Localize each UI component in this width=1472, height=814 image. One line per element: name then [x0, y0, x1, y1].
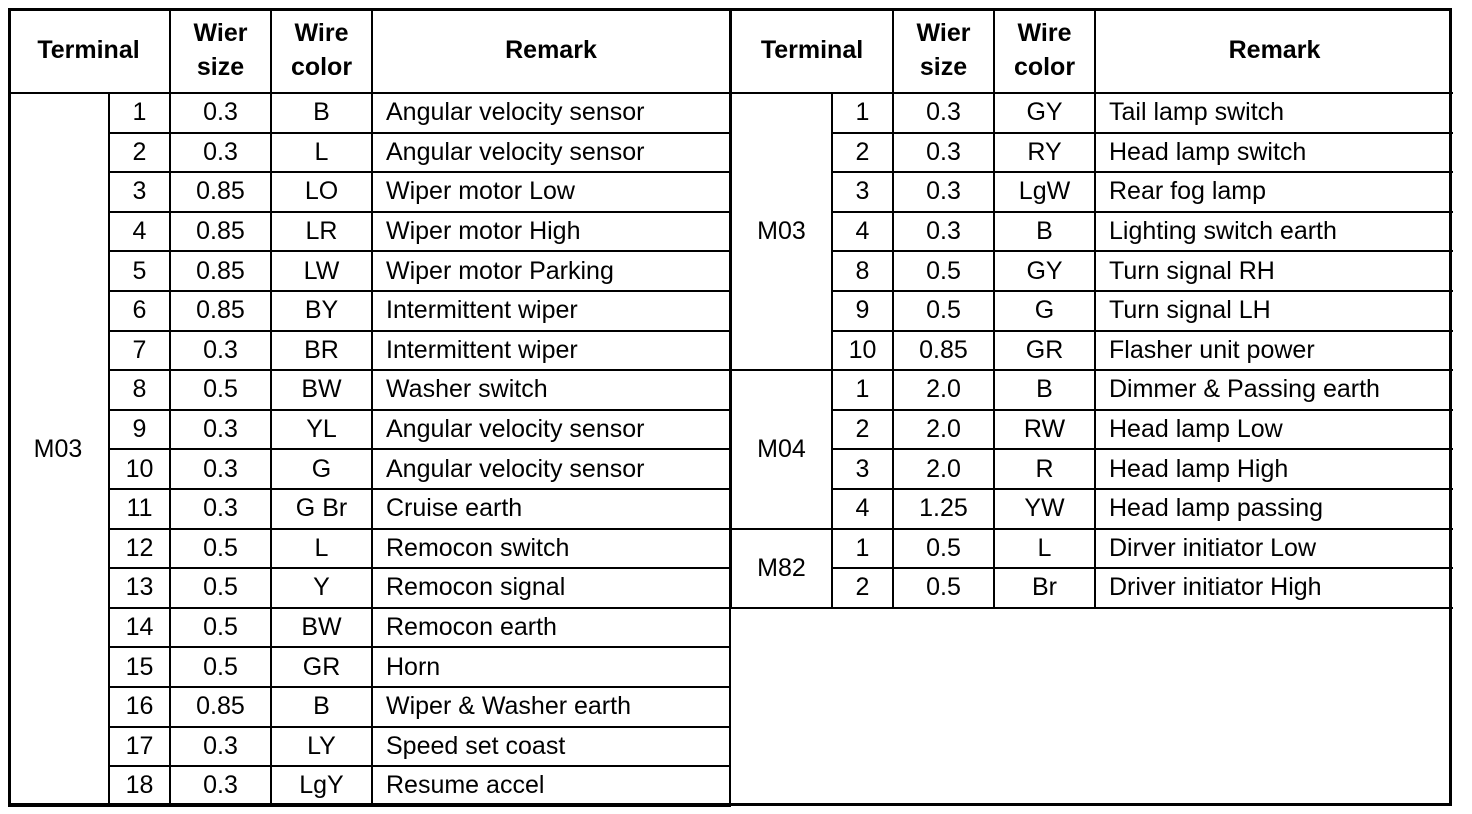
wire-color: Br	[994, 568, 1095, 608]
wire-size: 0.5	[893, 529, 994, 569]
wire-size: 0.3	[170, 410, 271, 450]
left-header-row	[8, 8, 730, 93]
table-row	[8, 608, 730, 648]
wire-color: LgW	[994, 172, 1095, 212]
wire-color: GY	[994, 93, 1095, 133]
wire-color: B	[994, 370, 1095, 410]
wire-size: 0.5	[893, 251, 994, 291]
wire-size: 0.5	[170, 647, 271, 687]
table-row	[8, 291, 730, 331]
wire-color: B	[271, 687, 372, 727]
connector-label: M03	[731, 93, 832, 370]
terminal-number: 8	[109, 370, 170, 410]
terminal-number: 4	[832, 489, 893, 529]
wire-color: GY	[994, 251, 1095, 291]
wire-size: 0.85	[170, 291, 271, 331]
wire-size: 0.3	[170, 489, 271, 529]
wire-size: 2.0	[893, 410, 994, 450]
remark: Speed set coast	[372, 727, 730, 767]
wire-size: 0.3	[170, 133, 271, 173]
terminal-number: 1	[832, 93, 893, 133]
wire-size: 0.5	[170, 529, 271, 569]
wire-size: 0.85	[170, 172, 271, 212]
table-row	[8, 647, 730, 687]
wire-size: 1.25	[893, 489, 994, 529]
terminal-number: 9	[832, 291, 893, 331]
table-row	[731, 93, 1453, 133]
wire-color: L	[271, 529, 372, 569]
wire-color: RW	[994, 410, 1095, 450]
remark: Dimmer & Passing earth	[1095, 370, 1453, 410]
wire-color: L	[994, 529, 1095, 569]
wire-size: 0.5	[170, 370, 271, 410]
table-row	[8, 251, 730, 291]
table-row	[731, 568, 1453, 608]
remark: Cruise earth	[372, 489, 730, 529]
remark: Flasher unit power	[1095, 331, 1453, 371]
wire-size: 0.85	[170, 251, 271, 291]
header-terminal: Terminal	[731, 8, 893, 93]
wire-color: R	[994, 449, 1095, 489]
table-row	[8, 331, 730, 371]
wire-size: 0.5	[893, 291, 994, 331]
terminal-number: 18	[109, 766, 170, 806]
terminal-number: 2	[109, 133, 170, 173]
table-row	[731, 370, 1453, 410]
remark: Tail lamp switch	[1095, 93, 1453, 133]
table-row	[8, 370, 730, 410]
wire-size: 0.85	[170, 212, 271, 252]
right-half	[730, 8, 1453, 609]
terminal-number: 9	[109, 410, 170, 450]
wire-color: B	[994, 212, 1095, 252]
remark: Washer switch	[372, 370, 730, 410]
wire-color: GR	[994, 331, 1095, 371]
remark: Angular velocity sensor	[372, 410, 730, 450]
wire-color: BW	[271, 370, 372, 410]
table-row	[8, 212, 730, 252]
terminal-number: 17	[109, 727, 170, 767]
table-row	[8, 410, 730, 450]
wire-color: BR	[271, 331, 372, 371]
table-row	[8, 687, 730, 727]
table-row	[731, 212, 1453, 252]
remark: Angular velocity sensor	[372, 93, 730, 133]
remark: Remocon signal	[372, 568, 730, 608]
remark: Wiper & Washer earth	[372, 687, 730, 727]
remark: Resume accel	[372, 766, 730, 806]
wire-size: 2.0	[893, 449, 994, 489]
table-row	[8, 766, 730, 806]
wire-color: LY	[271, 727, 372, 767]
terminal-number: 1	[832, 529, 893, 569]
wire-size: 0.3	[893, 93, 994, 133]
remark: Remocon switch	[372, 529, 730, 569]
remark: Wiper motor Parking	[372, 251, 730, 291]
wire-color: YL	[271, 410, 372, 450]
wire-size: 2.0	[893, 370, 994, 410]
table-row	[8, 568, 730, 608]
table-row	[731, 291, 1453, 331]
terminal-number: 2	[832, 410, 893, 450]
terminal-number: 2	[832, 568, 893, 608]
wire-color: LO	[271, 172, 372, 212]
wire-color: L	[271, 133, 372, 173]
header-wire-size: Wier size	[893, 8, 994, 93]
wire-color: Y	[271, 568, 372, 608]
remark: Remocon earth	[372, 608, 730, 648]
wire-color: G	[994, 291, 1095, 331]
wire-size: 0.5	[170, 608, 271, 648]
terminal-number: 1	[109, 93, 170, 133]
remark: Intermittent wiper	[372, 291, 730, 331]
terminal-number: 6	[109, 291, 170, 331]
wire-size: 0.3	[170, 727, 271, 767]
wire-size: 0.3	[893, 212, 994, 252]
wire-color: LW	[271, 251, 372, 291]
table-row	[731, 410, 1453, 450]
remark: Wiper motor High	[372, 212, 730, 252]
table-row	[731, 529, 1453, 569]
remark: Dirver initiator Low	[1095, 529, 1453, 569]
wire-color: GR	[271, 647, 372, 687]
wire-color: RY	[994, 133, 1095, 173]
terminal-number: 10	[832, 331, 893, 371]
wire-size: 0.3	[170, 331, 271, 371]
header-remark: Remark	[1095, 8, 1453, 93]
table-row	[731, 172, 1453, 212]
header-wire-size: Wier size	[170, 8, 271, 93]
wire-size: 0.3	[170, 449, 271, 489]
terminal-number: 8	[832, 251, 893, 291]
right-wiring-table	[730, 8, 1453, 609]
remark: Horn	[372, 647, 730, 687]
wire-color: G	[271, 449, 372, 489]
table-row	[8, 727, 730, 767]
remark: Turn signal LH	[1095, 291, 1453, 331]
terminal-number: 4	[832, 212, 893, 252]
connector-label: M04	[731, 370, 832, 528]
wire-size: 0.5	[170, 568, 271, 608]
wire-color: B	[271, 93, 372, 133]
wire-size: 0.3	[893, 172, 994, 212]
terminal-number: 5	[109, 251, 170, 291]
left-table-body	[8, 93, 730, 806]
wire-size: 0.3	[170, 93, 271, 133]
remark: Angular velocity sensor	[372, 449, 730, 489]
remark: Turn signal RH	[1095, 251, 1453, 291]
remark: Driver initiator High	[1095, 568, 1453, 608]
left-wiring-table	[8, 8, 731, 807]
wire-size: 0.85	[893, 331, 994, 371]
terminal-number: 3	[109, 172, 170, 212]
header-wire-color: Wire color	[994, 8, 1095, 93]
terminal-number: 7	[109, 331, 170, 371]
terminal-number: 14	[109, 608, 170, 648]
wire-size: 0.5	[893, 568, 994, 608]
remark: Rear fog lamp	[1095, 172, 1453, 212]
remark: Head lamp switch	[1095, 133, 1453, 173]
remark: Head lamp High	[1095, 449, 1453, 489]
terminal-number: 1	[832, 370, 893, 410]
table-row	[8, 172, 730, 212]
wire-color: LR	[271, 212, 372, 252]
wire-color: YW	[994, 489, 1095, 529]
table-row	[731, 331, 1453, 371]
terminal-number: 3	[832, 449, 893, 489]
remark: Head lamp passing	[1095, 489, 1453, 529]
terminal-number: 10	[109, 449, 170, 489]
table-row	[731, 251, 1453, 291]
remark: Wiper motor Low	[372, 172, 730, 212]
terminal-number: 12	[109, 529, 170, 569]
remark: Intermittent wiper	[372, 331, 730, 371]
table-row	[8, 93, 730, 133]
table-row	[731, 489, 1453, 529]
connector-label: M03	[8, 93, 109, 806]
wire-color: BY	[271, 291, 372, 331]
remark: Angular velocity sensor	[372, 133, 730, 173]
remark: Lighting switch earth	[1095, 212, 1453, 252]
left-half	[8, 8, 731, 807]
right-table-body	[731, 93, 1453, 608]
terminal-number: 4	[109, 212, 170, 252]
terminal-number: 2	[832, 133, 893, 173]
wire-size: 0.3	[893, 133, 994, 173]
header-terminal: Terminal	[8, 8, 170, 93]
connector-label: M82	[731, 529, 832, 608]
terminal-number: 15	[109, 647, 170, 687]
terminal-number: 3	[832, 172, 893, 212]
wire-color: BW	[271, 608, 372, 648]
wire-color: LgY	[271, 766, 372, 806]
table-row	[8, 529, 730, 569]
right-header-row	[731, 8, 1453, 93]
table-row	[8, 449, 730, 489]
wire-size: 0.85	[170, 687, 271, 727]
table-row	[731, 449, 1453, 489]
terminal-number: 11	[109, 489, 170, 529]
terminal-number: 13	[109, 568, 170, 608]
terminal-number: 16	[109, 687, 170, 727]
table-row	[731, 133, 1453, 173]
table-row	[8, 489, 730, 529]
wire-size: 0.3	[170, 766, 271, 806]
header-wire-color: Wire color	[271, 8, 372, 93]
header-remark: Remark	[372, 8, 730, 93]
wire-color: G Br	[271, 489, 372, 529]
table-row	[8, 133, 730, 173]
remark: Head lamp Low	[1095, 410, 1453, 450]
